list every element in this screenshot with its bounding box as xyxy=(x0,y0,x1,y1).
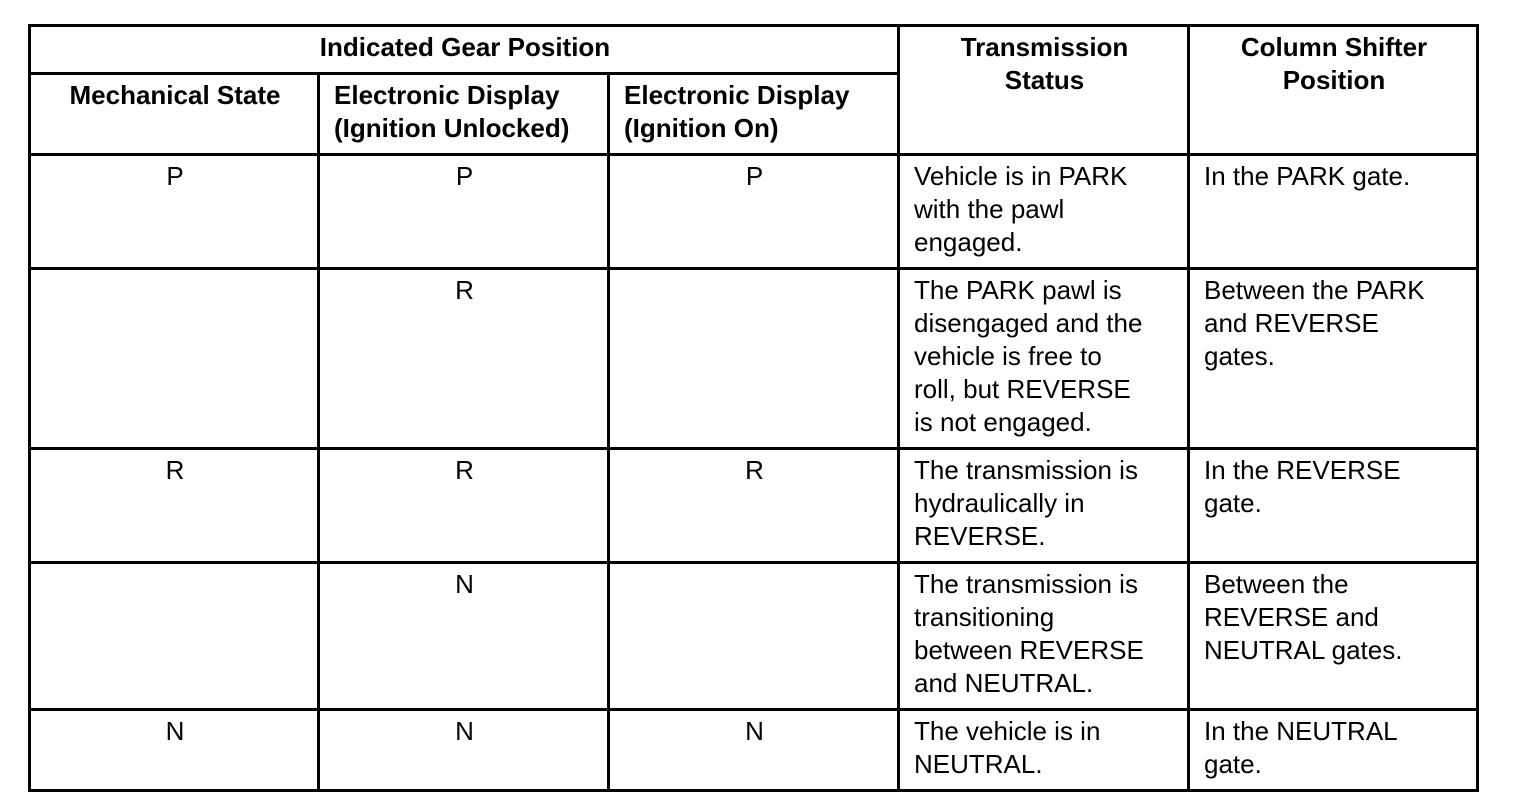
table-row xyxy=(30,155,1478,269)
cell-display-unlocked: N xyxy=(319,710,609,791)
table-row xyxy=(30,269,1478,449)
cell-display-unlocked: R xyxy=(319,449,609,563)
cell-display-on: N xyxy=(609,710,899,791)
table-row xyxy=(30,563,1478,710)
cell-shifter-position: In the PARK gate. xyxy=(1189,155,1478,269)
cell-mechanical-state: R xyxy=(30,449,319,563)
header-mechanical-state: Mechanical State xyxy=(30,74,319,155)
cell-display-on: P xyxy=(609,155,899,269)
cell-display-unlocked: N xyxy=(319,563,609,710)
cell-shifter-position: In the NEUTRAL gate. xyxy=(1189,710,1478,791)
header-electronic-display-unlocked: Electronic Display (Ignition Unlocked) xyxy=(319,74,609,155)
cell-shifter-position: Between the REVERSE and NEUTRAL gates. xyxy=(1189,563,1478,710)
table-row xyxy=(30,449,1478,563)
cell-shifter-position: Between the PARK and REVERSE gates. xyxy=(1189,269,1478,449)
cell-transmission-status: The vehicle is in NEUTRAL. xyxy=(899,710,1189,791)
header-indicated-gear-position: Indicated Gear Position xyxy=(30,26,899,74)
header-transmission-status: Transmission Status xyxy=(899,26,1189,155)
cell-display-on: R xyxy=(609,449,899,563)
cell-mechanical-state: P xyxy=(30,155,319,269)
cell-transmission-status: The transmission is transitioning between REVERSE and NEUTRAL. xyxy=(899,563,1189,710)
gear-position-table xyxy=(28,24,1479,792)
cell-mechanical-state xyxy=(30,269,319,449)
cell-display-on xyxy=(609,269,899,449)
cell-display-unlocked: R xyxy=(319,269,609,449)
header-row-1 xyxy=(30,26,1478,74)
table-row xyxy=(30,710,1478,791)
cell-transmission-status: The transmission is hydraulically in REVERSE. xyxy=(899,449,1189,563)
cell-mechanical-state: N xyxy=(30,710,319,791)
cell-mechanical-state xyxy=(30,563,319,710)
header-electronic-display-on: Electronic Display (Ignition On) xyxy=(609,74,899,155)
cell-transmission-status: Vehicle is in PARK with the pawl engaged. xyxy=(899,155,1189,269)
cell-display-on xyxy=(609,563,899,710)
header-column-shifter-position: Column Shifter Position xyxy=(1189,26,1478,155)
cell-display-unlocked: P xyxy=(319,155,609,269)
cell-transmission-status: The PARK pawl is disengaged and the vehicle is free to roll, but REVERSE is not engaged. xyxy=(899,269,1189,449)
cell-shifter-position: In the REVERSE gate. xyxy=(1189,449,1478,563)
